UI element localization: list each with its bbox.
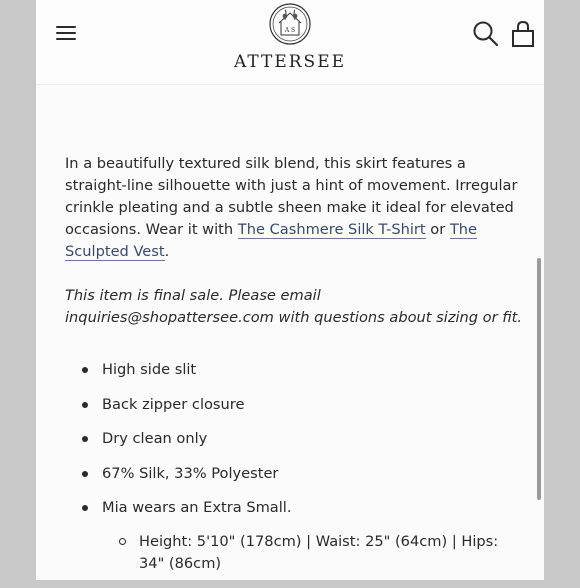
- brand-name: ATTERSEE: [234, 52, 347, 72]
- search-icon: [472, 20, 500, 48]
- bullet-icon: [82, 436, 88, 442]
- feature-text: Mia wears an Extra Small.: [102, 499, 292, 516]
- list-item: [65, 394, 525, 416]
- final-sale-note: This item is final sale. Please email inquiries@shopattersee.com with questions about sizing or fit.: [65, 287, 523, 326]
- search-button[interactable]: [472, 20, 500, 48]
- list-item: [102, 531, 525, 575]
- feature-text: Back zipper closure: [102, 395, 245, 413]
- measurement-sublist: [102, 531, 525, 575]
- bullet-icon: [82, 471, 88, 477]
- feature-text: Dry clean only: [102, 430, 208, 447]
- model-measurements: Height: 5'10" (178cm) | Waist: 25" (64cm) | Hips: 34" (86cm): [139, 533, 499, 572]
- feature-text: High side slit: [102, 361, 197, 378]
- description-text: In a beautifully textured silk blend, this skirt features a straight-line silhouette with just a hint of movement. Irregular crinkle pleating and a subtle sheen make it ideal for elevated occasions. Wear it with: [65, 155, 518, 238]
- list-item: [65, 497, 525, 575]
- bullet-icon: [82, 367, 88, 373]
- menu-icon-line-middle: [56, 32, 76, 34]
- product-description: [65, 153, 525, 263]
- scrollbar[interactable]: [537, 258, 541, 500]
- feature-list: [65, 359, 525, 575]
- list-item: [65, 428, 525, 450]
- product-page: [36, 0, 544, 580]
- description-joiner: or: [425, 221, 450, 238]
- menu-button[interactable]: [56, 24, 76, 42]
- feature-text: 67% Silk, 33% Polyester: [102, 464, 279, 482]
- product-details: [65, 153, 525, 588]
- circle-bullet-icon: [119, 538, 126, 545]
- menu-icon-line-bottom: [56, 38, 76, 40]
- link-sculpted-vest[interactable]: The Sculpted Vest: [65, 221, 478, 260]
- brand-logo[interactable]: [234, 2, 346, 72]
- menu-icon-line-top: [56, 26, 76, 28]
- list-item: [65, 463, 525, 485]
- logo-monogram: A S: [284, 27, 296, 34]
- bag-icon: [510, 20, 536, 48]
- description-end: .: [164, 243, 170, 260]
- bullet-icon: [82, 505, 88, 511]
- logo-emblem-icon: [234, 2, 346, 48]
- bullet-icon: [82, 402, 88, 408]
- link-cashmere-silk-tshirt[interactable]: The Cashmere Silk T-Shirt: [237, 221, 426, 238]
- site-header: [36, 0, 544, 85]
- cart-button[interactable]: [510, 20, 536, 48]
- list-item: [65, 359, 525, 381]
